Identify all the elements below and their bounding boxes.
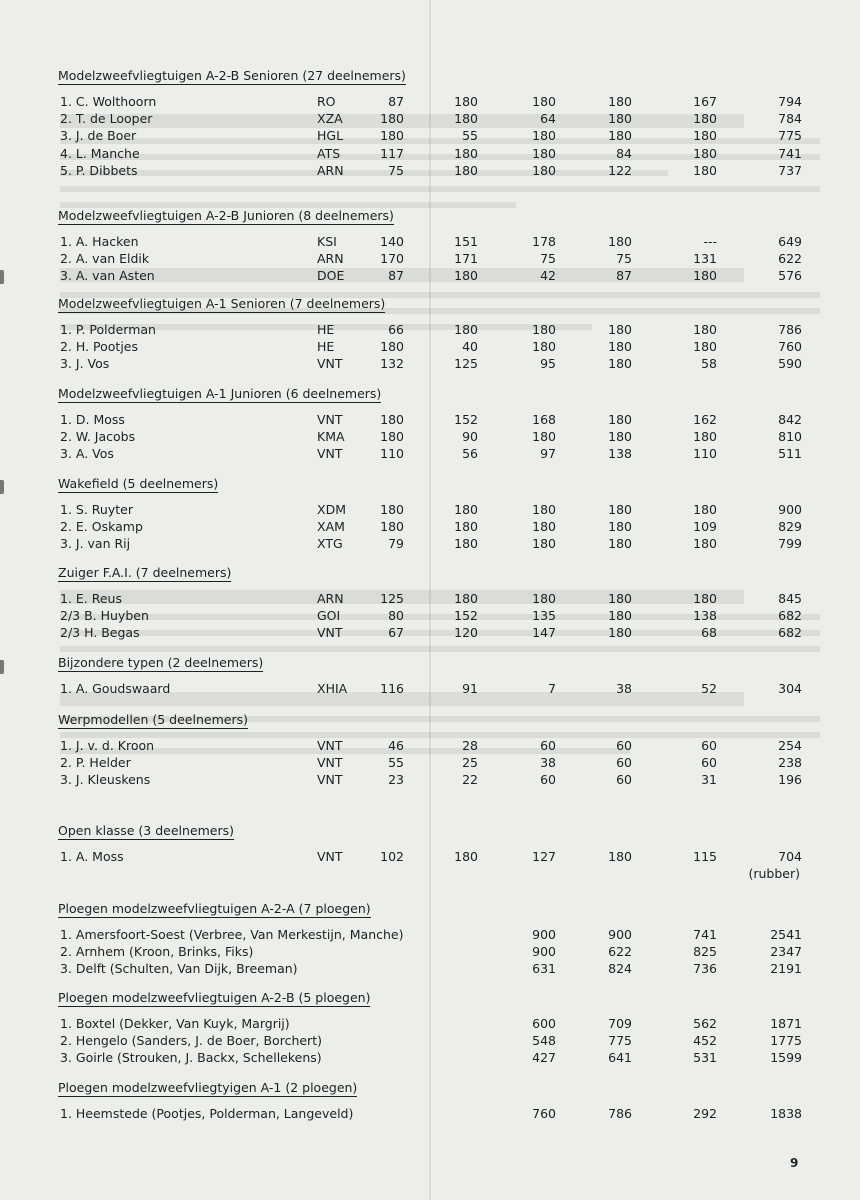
flight-1-score: 46 — [388, 738, 404, 753]
flight-1-score: 55 — [388, 755, 404, 771]
flight-5-score: 180 — [693, 339, 717, 355]
flight-3-score: 42 — [540, 268, 556, 284]
result-row — [0, 322, 860, 338]
result-row — [0, 927, 860, 943]
club-code: GOI — [317, 608, 341, 624]
flight-4-score: 641 — [608, 1050, 632, 1066]
flight-5-score: 292 — [693, 1106, 717, 1121]
result-row — [0, 591, 860, 607]
flight-3-score: 180 — [532, 322, 556, 337]
club-code: HGL — [317, 128, 344, 144]
flight-1-score: 180 — [380, 502, 404, 517]
flight-2-score: 180 — [454, 536, 478, 552]
flight-1-score: 140 — [380, 234, 404, 249]
flight-2-score: 28 — [462, 738, 478, 753]
result-row — [0, 1033, 860, 1049]
flight-4-score: 180 — [608, 412, 632, 427]
result-row — [0, 738, 860, 754]
total-score: 2347 — [770, 944, 802, 960]
club-code: DOE — [317, 268, 345, 284]
flight-3-score: 7 — [548, 681, 556, 696]
flight-3-score: 60 — [540, 772, 556, 788]
flight-5-score: 180 — [693, 162, 717, 178]
flight-2-score: 152 — [454, 608, 478, 624]
binder-hole — [0, 480, 4, 494]
result-row — [0, 608, 860, 624]
result-row — [0, 1106, 860, 1122]
entry-name: 1. C. Wolthoorn — [60, 94, 157, 109]
entry-name: 2. E. Oskamp — [60, 519, 143, 535]
total-score: 682 — [778, 608, 802, 624]
flight-3-score: 180 — [532, 536, 556, 552]
flight-3-score: 60 — [540, 738, 556, 753]
section-title: Ploegen modelzweefvliegtuigen A-2-A (7 ploegen) — [58, 901, 371, 916]
binder-hole — [0, 660, 4, 674]
total-score: 1871 — [770, 1016, 802, 1031]
section-title: Ploegen modelzweefvliegtyigen A-1 (2 ploegen) — [58, 1080, 358, 1095]
flight-5-score: 68 — [701, 625, 717, 641]
total-score: 775 — [778, 128, 802, 144]
result-row — [0, 429, 860, 445]
result-row — [0, 356, 860, 372]
flight-2-score: 180 — [454, 145, 478, 161]
entry-name: 2/3 H. Begas — [60, 625, 140, 641]
club-code: XDM — [317, 502, 346, 517]
flight-3-score: 180 — [532, 591, 556, 606]
flight-5-score: 180 — [693, 128, 717, 144]
flight-3-score: 38 — [540, 755, 556, 771]
flight-1-score: 110 — [380, 446, 404, 462]
entry-name: 2. P. Helder — [60, 755, 131, 771]
flight-5-score: 58 — [701, 356, 717, 372]
section-title: Werpmodellen (5 deelnemers) — [58, 712, 248, 727]
result-row — [0, 681, 860, 697]
club-code: VNT — [317, 625, 343, 641]
entry-name: 1. Boxtel (Dekker, Van Kuyk, Margrij) — [60, 1016, 290, 1031]
flight-2-score: 56 — [462, 446, 478, 462]
entry-name: 2. H. Pootjes — [60, 339, 138, 355]
flight-3-score: 178 — [532, 234, 556, 249]
total-score: 810 — [778, 429, 802, 445]
section-title: Modelzweefvliegtuigen A-1 Senioren (7 deelnemers) — [58, 296, 386, 311]
flight-3-score: 760 — [532, 1106, 556, 1121]
flight-4-score: 60 — [616, 738, 632, 753]
result-row — [0, 772, 860, 788]
flight-3-score: 147 — [532, 625, 556, 641]
flight-4-score: 622 — [608, 944, 632, 960]
flight-5-score: 60 — [701, 738, 717, 753]
total-score: 1599 — [770, 1050, 802, 1066]
flight-5-score: 115 — [693, 849, 717, 864]
flight-4-score: 180 — [608, 536, 632, 552]
entry-name: 1. P. Polderman — [60, 322, 156, 337]
flight-4-score: 180 — [608, 849, 632, 864]
club-code: VNT — [317, 772, 343, 788]
flight-4-score: 775 — [608, 1033, 632, 1049]
flight-1-score: 102 — [380, 849, 404, 864]
flight-1-score: 170 — [380, 251, 404, 267]
flight-5-score: 52 — [701, 681, 717, 696]
total-score: 196 — [778, 772, 802, 788]
flight-1-score: 87 — [388, 94, 404, 109]
flight-5-score: 180 — [693, 111, 717, 127]
club-code: XZA — [317, 111, 343, 127]
total-score: 829 — [778, 519, 802, 535]
flight-5-score: 452 — [693, 1033, 717, 1049]
flight-3-score: 180 — [532, 128, 556, 144]
total-score: 1838 — [770, 1106, 802, 1121]
flight-1-score: 125 — [380, 591, 404, 606]
flight-1-score: 180 — [380, 339, 404, 355]
flight-2-score: 180 — [454, 502, 478, 517]
club-code: ARN — [317, 591, 344, 606]
flight-5-score: 110 — [693, 446, 717, 462]
flight-3-score: 135 — [532, 608, 556, 624]
total-score: 845 — [778, 591, 802, 606]
club-code: KMA — [317, 429, 345, 445]
flight-5-score: 131 — [693, 251, 717, 267]
flight-4-score: 180 — [608, 591, 632, 606]
flight-4-score: 60 — [616, 755, 632, 771]
club-code: HE — [317, 322, 335, 337]
result-row — [0, 1016, 860, 1032]
result-row — [0, 519, 860, 535]
flight-3-score: 75 — [540, 251, 556, 267]
flight-4-score: 60 — [616, 772, 632, 788]
entry-name: 5. P. Dibbets — [60, 162, 138, 178]
section-title: Modelzweefvliegtuigen A-2-B Senioren (27 deelnemers) — [58, 68, 406, 83]
result-row — [0, 94, 860, 110]
result-row — [0, 755, 860, 771]
result-row — [0, 536, 860, 552]
flight-1-score: 180 — [380, 412, 404, 427]
flight-5-score: 531 — [693, 1050, 717, 1066]
result-row — [0, 961, 860, 977]
flight-3-score: 900 — [532, 944, 556, 960]
club-code: ARN — [317, 251, 344, 267]
total-score: 2541 — [770, 927, 802, 942]
club-code: XTG — [317, 536, 343, 552]
flight-1-score: 67 — [388, 625, 404, 641]
section-title: Bijzondere typen (2 deelnemers) — [58, 655, 264, 670]
flight-4-score: 38 — [616, 681, 632, 696]
flight-5-score: 138 — [693, 608, 717, 624]
club-code: HE — [317, 339, 335, 355]
flight-5-score: 825 — [693, 944, 717, 960]
entry-name: 3. J. de Boer — [60, 128, 137, 144]
total-score: 900 — [778, 502, 802, 517]
flight-1-score: 79 — [388, 536, 404, 552]
entry-name: 1. A. Goudswaard — [60, 681, 171, 696]
entry-name: 1. A. Moss — [60, 849, 124, 864]
flight-4-score: 180 — [608, 429, 632, 445]
total-score: 2191 — [770, 961, 802, 977]
flight-2-score: 180 — [454, 94, 478, 109]
flight-3-score: 180 — [532, 145, 556, 161]
flight-1-score: 180 — [380, 429, 404, 445]
flight-2-score: 125 — [454, 356, 478, 372]
flight-4-score: 900 — [608, 927, 632, 942]
total-score: 737 — [778, 162, 802, 178]
flight-1-score: 75 — [388, 162, 404, 178]
entry-name: 3. A. van Asten — [60, 268, 155, 284]
flight-3-score: 180 — [532, 94, 556, 109]
flight-5-score: 31 — [701, 772, 717, 788]
entry-name: 3. Delft (Schulten, Van Dijk, Breeman) — [60, 961, 298, 977]
result-row — [0, 446, 860, 462]
flight-2-score: 151 — [454, 234, 478, 249]
total-score: 704 — [778, 849, 802, 864]
result-row — [0, 339, 860, 355]
flight-2-score: 180 — [454, 519, 478, 535]
flight-4-score: 180 — [608, 339, 632, 355]
flight-5-score: 736 — [693, 961, 717, 977]
flight-5-score: 109 — [693, 519, 717, 535]
flight-4-score: 180 — [608, 625, 632, 641]
entry-name: 3. J. Kleuskens — [60, 772, 151, 788]
total-score: 741 — [778, 145, 802, 161]
section-title: Open klasse (3 deelnemers) — [58, 823, 235, 838]
total-score: 784 — [778, 111, 802, 127]
total-score: 576 — [778, 268, 802, 284]
flight-4-score: 138 — [608, 446, 632, 462]
result-row — [0, 251, 860, 267]
entry-name: 2. W. Jacobs — [60, 429, 136, 445]
total-score: 786 — [778, 322, 802, 337]
flight-4-score: 180 — [608, 519, 632, 535]
flight-4-score: 180 — [608, 502, 632, 517]
section-title: Modelzweefvliegtuigen A-1 Junioren (6 deelnemers) — [58, 386, 382, 401]
section-title: Wakefield (5 deelnemers) — [58, 476, 219, 491]
flight-5-score: 562 — [693, 1016, 717, 1031]
flight-1-score: 132 — [380, 356, 404, 372]
club-code: VNT — [317, 755, 343, 771]
entry-name: 3. J. van Rij — [60, 536, 131, 552]
total-score: 794 — [778, 94, 802, 109]
flight-5-score: 60 — [701, 755, 717, 771]
flight-3-score: 180 — [532, 162, 556, 178]
entry-name: 2. Arnhem (Kroon, Brinks, Fiks) — [60, 944, 254, 960]
entry-name: 3. J. Vos — [60, 356, 110, 372]
entry-name: 1. J. v. d. Kroon — [60, 738, 155, 753]
total-score: 1775 — [770, 1033, 802, 1049]
flight-1-score: 116 — [380, 681, 404, 696]
flight-2-score: 180 — [454, 111, 478, 127]
flight-2-score: 40 — [462, 339, 478, 355]
flight-2-score: 25 — [462, 755, 478, 771]
flight-1-score: 66 — [388, 322, 404, 337]
flight-1-score: 180 — [380, 519, 404, 535]
flight-4-score: 180 — [608, 356, 632, 372]
total-score: 254 — [778, 738, 802, 753]
club-code: XAM — [317, 519, 345, 535]
section-title: Ploegen modelzweefvliegtuigen A-2-B (5 ploegen) — [58, 990, 371, 1005]
entry-name: 1. S. Ruyter — [60, 502, 133, 517]
entry-name: 1. A. Hacken — [60, 234, 139, 249]
result-row — [0, 234, 860, 250]
flight-2-score: 171 — [454, 251, 478, 267]
total-score: 682 — [778, 625, 802, 641]
club-code: KSI — [317, 234, 337, 249]
total-score: 799 — [778, 536, 802, 552]
flight-4-score: 180 — [608, 94, 632, 109]
flight-4-score: 709 — [608, 1016, 632, 1031]
flight-3-score: 427 — [532, 1050, 556, 1066]
result-row — [0, 111, 860, 127]
entry-name: 3. A. Vos — [60, 446, 114, 462]
club-code: XHIA — [317, 681, 348, 696]
flight-2-score: 22 — [462, 772, 478, 788]
entry-name: 2. A. van Eldik — [60, 251, 150, 267]
club-code: VNT — [317, 356, 343, 372]
flight-1-score: 180 — [380, 111, 404, 127]
result-row — [0, 128, 860, 144]
entry-name: 2/3 B. Huyben — [60, 608, 149, 624]
result-row — [0, 146, 860, 162]
flight-5-score: 180 — [693, 268, 717, 284]
result-row — [0, 625, 860, 641]
flight-3-score: 600 — [532, 1016, 556, 1031]
flight-1-score: 117 — [380, 145, 404, 161]
page-number: 9 — [790, 1156, 799, 1170]
flight-5-score: 180 — [693, 429, 717, 445]
section-note: (rubber) — [748, 866, 800, 882]
flight-3-score: 548 — [532, 1033, 556, 1049]
entry-name: 1. Heemstede (Pootjes, Polderman, Langeveld) — [60, 1106, 354, 1121]
club-code: VNT — [317, 849, 343, 864]
flight-5-score: 180 — [693, 502, 717, 517]
club-code: VNT — [317, 446, 343, 462]
flight-2-score: 180 — [454, 268, 478, 284]
result-row — [0, 412, 860, 428]
flight-4-score: 87 — [616, 268, 632, 284]
club-code: ARN — [317, 162, 344, 178]
flight-3-score: 97 — [540, 446, 556, 462]
flight-2-score: 152 — [454, 412, 478, 427]
flight-3-score: 180 — [532, 519, 556, 535]
flight-3-score: 64 — [540, 111, 556, 127]
flight-4-score: 75 — [616, 251, 632, 267]
flight-3-score: 168 — [532, 412, 556, 427]
flight-5-score: 180 — [693, 536, 717, 552]
flight-1-score: 23 — [388, 772, 404, 788]
result-row — [0, 944, 860, 960]
club-code: RO — [317, 94, 336, 109]
total-score: 511 — [778, 446, 802, 462]
flight-3-score: 180 — [532, 429, 556, 445]
total-score: 842 — [778, 412, 802, 427]
result-row — [0, 1050, 860, 1066]
flight-5-score: 180 — [693, 145, 717, 161]
result-row — [0, 502, 860, 518]
club-code: VNT — [317, 738, 343, 753]
total-score: 590 — [778, 356, 802, 372]
flight-4-score: 180 — [608, 111, 632, 127]
flight-2-score: 91 — [462, 681, 478, 696]
result-row — [0, 163, 860, 179]
flight-2-score: 180 — [454, 591, 478, 606]
flight-1-score: 87 — [388, 268, 404, 284]
total-score: 649 — [778, 234, 802, 249]
flight-4-score: 180 — [608, 608, 632, 624]
flight-3-score: 127 — [532, 849, 556, 864]
flight-5-score: 741 — [693, 927, 717, 942]
section-title: Zuiger F.A.I. (7 deelnemers) — [58, 565, 232, 580]
flight-3-score: 631 — [532, 961, 556, 977]
result-row — [0, 849, 860, 865]
flight-5-score: 167 — [693, 94, 717, 109]
flight-5-score: 180 — [693, 591, 717, 606]
flight-5-score: 162 — [693, 412, 717, 427]
entry-name: 2. Hengelo (Sanders, J. de Boer, Borchert) — [60, 1033, 322, 1049]
flight-5-score: 180 — [693, 322, 717, 337]
flight-2-score: 90 — [462, 429, 478, 445]
club-code: ATS — [317, 145, 341, 161]
entry-name: 4. L. Manche — [60, 145, 140, 161]
total-score: 238 — [778, 755, 802, 771]
entry-name: 1. E. Reus — [60, 591, 122, 606]
flight-5-score: --- — [703, 234, 717, 249]
entry-name: 1. D. Moss — [60, 412, 125, 427]
flight-2-score: 180 — [454, 322, 478, 337]
result-row — [0, 268, 860, 284]
flight-3-score: 180 — [532, 339, 556, 355]
flight-3-score: 95 — [540, 356, 556, 372]
section-title: Modelzweefvliegtuigen A-2-B Junioren (8 deelnemers) — [58, 208, 394, 223]
total-score: 304 — [778, 681, 802, 696]
flight-1-score: 80 — [388, 608, 404, 624]
flight-3-score: 900 — [532, 927, 556, 942]
flight-4-score: 786 — [608, 1106, 632, 1121]
flight-2-score: 120 — [454, 625, 478, 641]
entry-name: 3. Goirle (Strouken, J. Backx, Schellekens) — [60, 1050, 322, 1066]
flight-4-score: 84 — [616, 145, 632, 161]
flight-2-score: 55 — [462, 128, 478, 144]
flight-4-score: 180 — [608, 128, 632, 144]
flight-4-score: 122 — [608, 162, 632, 178]
club-code: VNT — [317, 412, 343, 427]
total-score: 760 — [778, 339, 802, 355]
flight-4-score: 180 — [608, 322, 632, 337]
entry-name: 2. T. de Looper — [60, 111, 153, 127]
flight-4-score: 180 — [608, 234, 632, 249]
entry-name: 1. Amersfoort-Soest (Verbree, Van Merkestijn, Manche) — [60, 927, 404, 942]
flight-3-score: 180 — [532, 502, 556, 517]
total-score: 622 — [778, 251, 802, 267]
flight-4-score: 824 — [608, 961, 632, 977]
flight-2-score: 180 — [454, 162, 478, 178]
flight-1-score: 180 — [380, 128, 404, 144]
flight-2-score: 180 — [454, 849, 478, 864]
